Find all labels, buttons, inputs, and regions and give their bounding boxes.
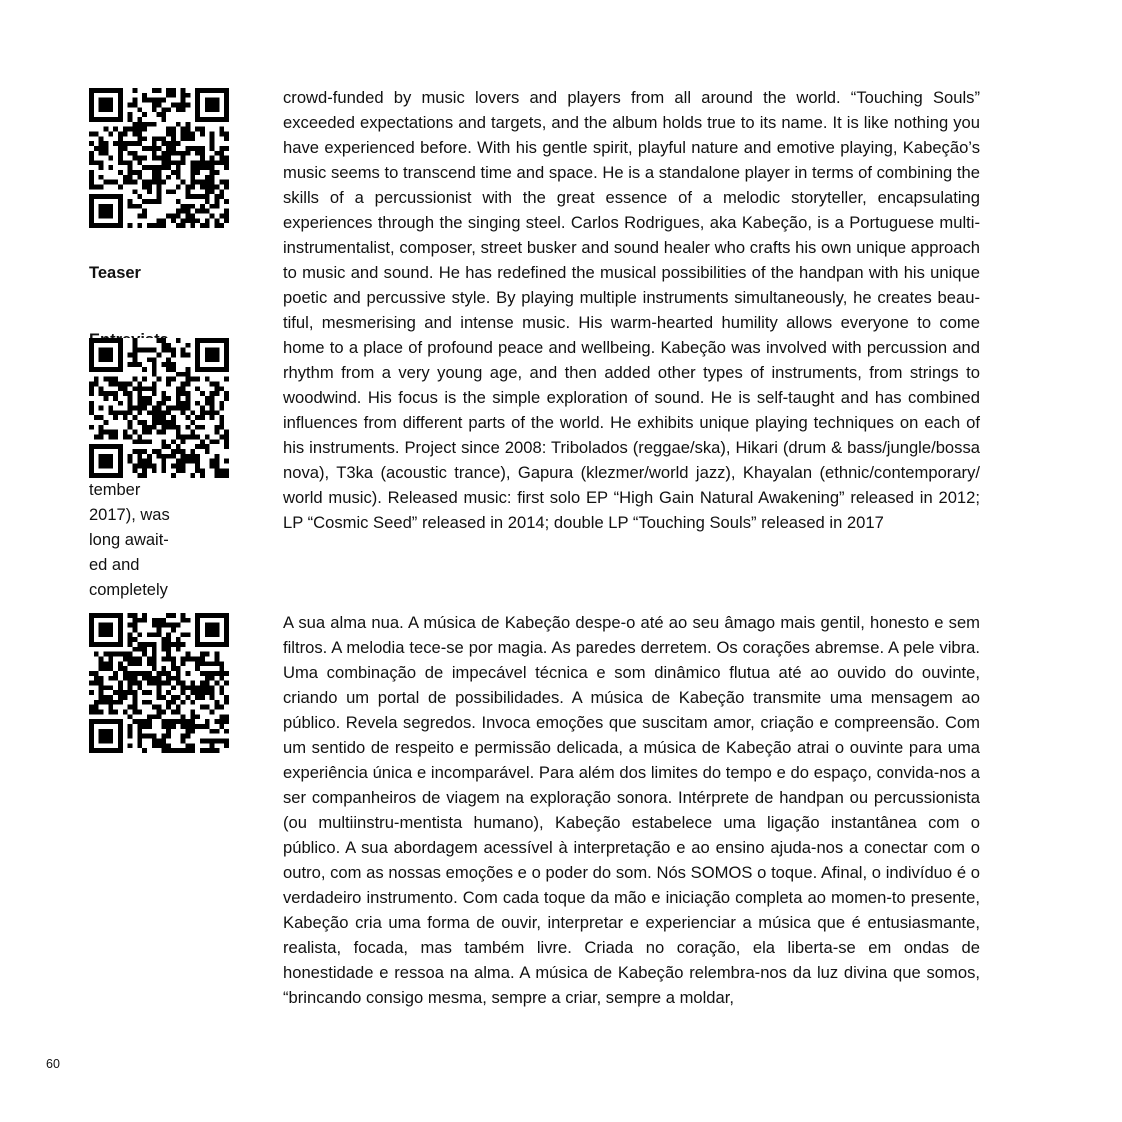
await-line: long await- [89,531,169,549]
body-paragraph-portuguese: A sua alma nua. A música de Kabeção despe-o até ao seu âmago mais gentil, honesto e sem filtros. A melodia tece-se por magia. As paredes derretem. Os corações abremse. A pele vibra. Uma combinação de impecável técnica e som dinâmico flutua até ao ouvido do ouvinte, criando um portal de possibilidades. A música de Kabeção transmite uma mensagem ao público. Revela segredos. Invoca emoções que suscitam amor, criação e compreensão. Com um sentido de respeito e permissão delicada, a música de Kabeção atrai o ouvinte para uma experiência única e incomparável. Para além dos limites do tempo e do espaço, convida-nos a ser companheiros de viagem na exploração sonora. Intérprete de handpan ou percussionista (ou multiinstru-mentista humano), Kabeção estabelece uma ligação instantânea com o público. A sua abordagem acessível à interpretação e ao ensino ajuda-nos a conectar com o outro, com as nossas emoções e o poder do som. Nós SOMOS o toque. Afinal, o indivíduo é o verdadeiro instrumento. Com cada toque da mão e iniciação completa ao momen-to presente, Kabeção cria uma forma de ouvir, interpretar e experienciar a música que é entusiasmante, realista, focada, mas também livre. Criada no coração, ela liberta-se em ondas de honestidade e ressoa na alma. A música de Kabeção relembra-nos da luz divina que somos, “brincando consigo mesma, sempre a criar, sempre a moldar, [283,613,980,1007]
year-line: 2017), was [89,506,170,524]
teaser-label: Teaser [89,264,141,282]
qr-code-icon[interactable] [89,613,229,753]
body-paragraph-english: crowd-funded by music lovers and players from all around the world. “Touching Souls” exceeded expectations and targets, and the album holds true to its name. It is like nothing you have experienced before. With his gentle spirit, playful nature and emotive playing, Kabeção’s music seems to transcend time and space. He is a standalone player in terms of combining the skills of a percussionist with the great essence of a melodic storyteller, encapsulating experiences through the singing steel. Carlos Rodrigues, aka Kabeção, is a Portuguese multi-instrumentalist, composer, street busker and sound healer who crafts his own unique approach to music and sound. He has redefined the musical possibilities of the handpan with his unique poetic and percussive style. By playing multiple instruments simultaneously, he creates beau-tiful, mesmerising and intense music. His warm-hearted humility allows everyone to come home to a place of profound peace and wellbeing. Kabeção was involved with percussion and rhythm from a very young age, and then added other types of instruments, from strings to woodwind. His focus is the simple exploration of sound. He is self-taught and has combined influences from different parts of the world. He exhibits unique playing techniques on each of his instruments. Project since 2008: Tribolados (reggae/ska), Hikari (drum & bass/jungle/bossa nova), T3ka (acoustic trance), Gapura (klezmer/world jazz), Khayalan (ethnic/contemporary/ world music). Released music: first solo EP “High Gain Natural Awakening” released in 2012; LP “Cosmic Seed” released in 2014; double LP “Touching Souls” released in 2017 [283,88,980,532]
qr-code-icon[interactable] [89,88,229,228]
ed-line: ed and [89,556,140,574]
completely-line: completely [89,581,168,599]
tember-line: tember [89,481,141,499]
page-number: 60 [46,1057,60,1071]
qr-code-icon[interactable] [89,338,229,478]
